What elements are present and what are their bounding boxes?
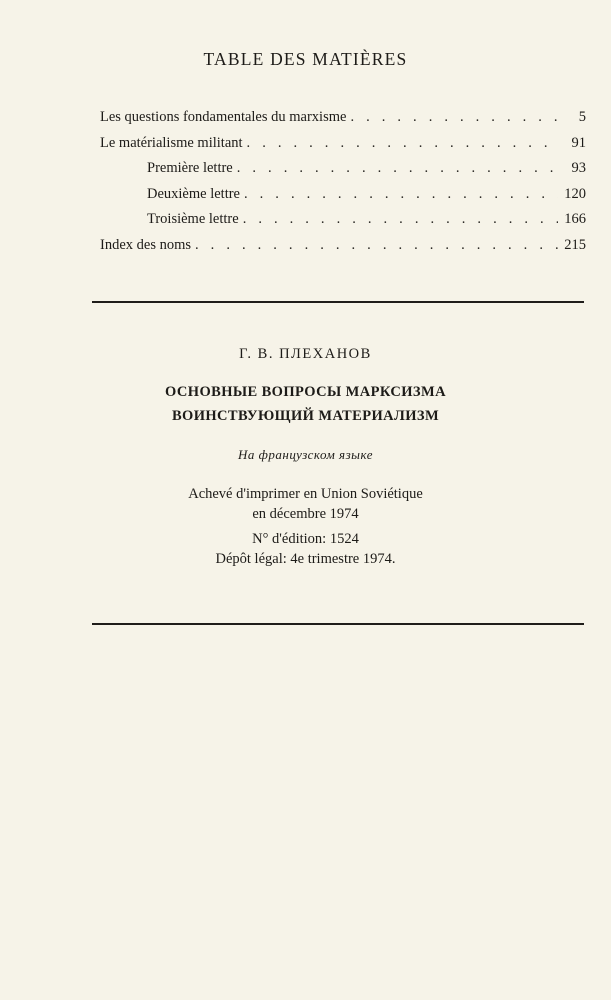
toc-entry-label: Le matérialisme militant [100, 134, 243, 151]
toc-entry-page: 93 [571, 160, 586, 176]
imprint-line-1: Achevé d'imprimer en Union Soviétique [188, 486, 423, 502]
dot-leader [244, 186, 558, 203]
toc-entry[interactable] [100, 237, 586, 263]
toc-entry[interactable] [100, 135, 586, 161]
toc-entry-label: Première lettre [147, 160, 233, 176]
dot-leader [247, 135, 558, 152]
toc-title: TABLE DES MATIÈRES [203, 49, 408, 69]
toc-entry-page: 120 [564, 185, 586, 202]
dot-leader [243, 211, 558, 228]
toc-subentry[interactable] [100, 186, 586, 212]
imprint-line-2: en décembre 1974 [252, 506, 359, 522]
divider-bottom [92, 623, 584, 625]
toc-entry-label: Deuxième lettre [147, 185, 240, 202]
toc-entry-page: 215 [564, 236, 586, 253]
book-title-line-1: ОСНОВНЫЕ ВОПРОСЫ МАРКСИЗМА [165, 384, 446, 400]
toc-entry-page: 91 [571, 134, 586, 151]
toc-subentry[interactable] [100, 211, 586, 237]
toc-entry-page: 5 [578, 109, 586, 125]
toc-entry-label: Index des noms [100, 236, 192, 253]
toc-entry-label: Les questions fondamentales du marxisme [100, 109, 347, 125]
edition-info [0, 529, 611, 569]
toc-entry[interactable] [100, 109, 586, 135]
toc-entry-page: 166 [564, 211, 586, 227]
dot-leader [350, 109, 558, 126]
table-of-contents [100, 109, 586, 262]
toc-entry-label: Troisième lettre [147, 211, 239, 227]
toc-subentry[interactable] [100, 160, 586, 186]
divider-top [92, 301, 584, 303]
dot-leader [237, 160, 558, 177]
dot-leader [195, 237, 558, 254]
edition-number: N° d'édition: 1524 [252, 531, 359, 547]
book-title-line-2: ВОИНСТВУЮЩИЙ МАТЕРИАЛИЗМ [171, 408, 440, 424]
book-title [0, 380, 611, 428]
legal-deposit: Dépôt légal: 4e trimestre 1974. [215, 551, 396, 567]
imprint-note [0, 484, 611, 524]
language-note: На французском языке [238, 447, 373, 462]
author-name: Г. В. ПЛЕХАНОВ [239, 346, 372, 362]
colophon [0, 340, 611, 569]
